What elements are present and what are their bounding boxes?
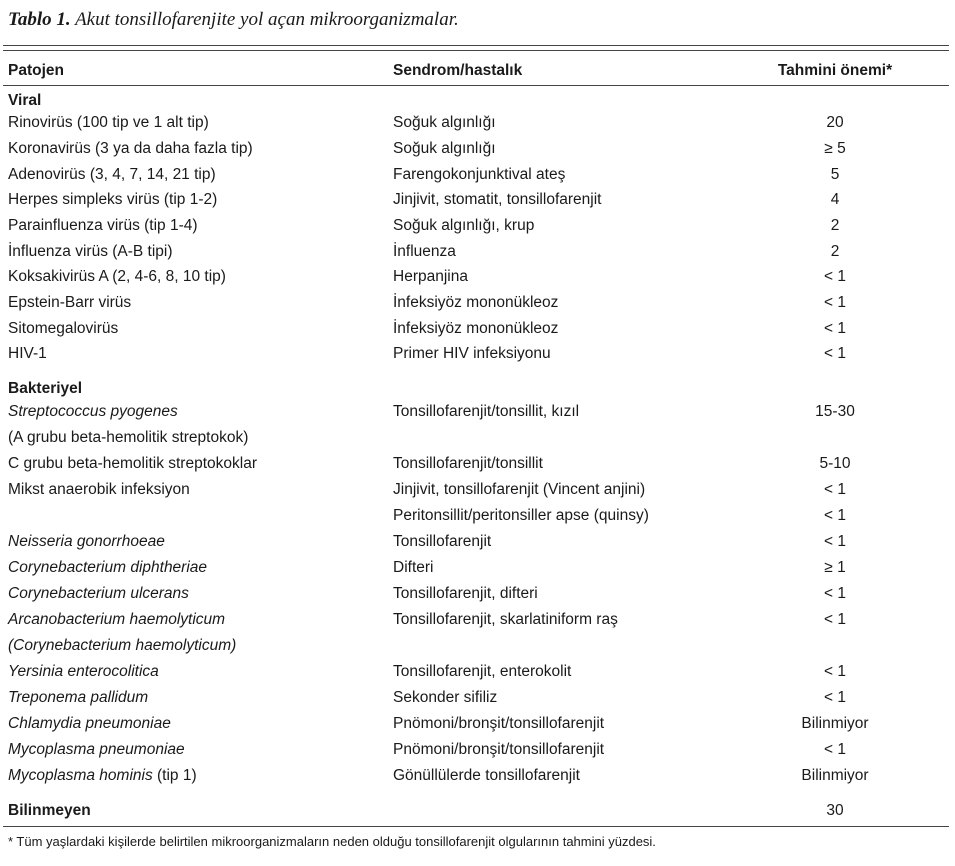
table-row — [0, 136, 955, 162]
table-row — [0, 503, 955, 529]
header-pathogen: Patojen — [8, 62, 64, 79]
header-syndrome: Sendrom/hastalık — [393, 62, 523, 79]
pathogen-cell: Koronavirüs (3 ya da daha fazla tip) — [8, 140, 253, 157]
importance-cell: Bilinmiyor — [801, 767, 869, 784]
header-rule — [3, 85, 949, 86]
importance-cell: 5 — [830, 166, 840, 183]
bottom-rule — [3, 826, 949, 827]
syndrome-cell: Soğuk algınlığı — [393, 140, 496, 157]
syndrome-cell: Difteri — [393, 559, 434, 576]
syndrome-cell: Soğuk algınlığı — [393, 114, 496, 131]
syndrome-cell: Tonsillofarenjit, skarlatiniform raş — [393, 611, 618, 628]
pathogen-cell: HIV-1 — [8, 345, 47, 362]
pathogen-cell: Mikst anaerobik infeksiyon — [8, 481, 190, 498]
syndrome-cell: Tonsillofarenjit/tonsillit — [393, 455, 543, 472]
importance-cell: < 1 — [824, 320, 846, 337]
importance-cell: < 1 — [824, 585, 846, 602]
table-row — [0, 264, 955, 290]
pathogen-cell: Corynebacterium ulcerans — [8, 585, 189, 602]
syndrome-cell: Gönüllülerde tonsillofarenjit — [393, 767, 580, 784]
table-header — [0, 58, 955, 84]
table-row — [0, 213, 955, 239]
pathogen-cell: (Corynebacterium haemolyticum) — [8, 637, 237, 654]
pathogen-cell: İnfluenza virüs (A-B tipi) — [8, 243, 173, 260]
syndrome-cell: Pnömoni/bronşit/tonsillofarenjit — [393, 741, 605, 758]
section-title: Bilinmeyen — [8, 802, 91, 819]
pathogen-cell: Mycoplasma pneumoniae — [8, 741, 185, 758]
table-row — [0, 316, 955, 342]
pathogen-cell: Yersinia enterocolitica — [8, 663, 159, 680]
footnote: * Tüm yaşlardaki kişilerde belirtilen mikroorganizmaların neden olduğu tonsillofarenjit olgularının tahmini yüzdesi. — [8, 834, 656, 849]
importance-cell: 30 — [826, 802, 844, 819]
table-row — [0, 477, 955, 503]
pathogen-cell: Streptococcus pyogenes — [8, 403, 178, 420]
syndrome-cell: Peritonsillit/peritonsiller apse (quinsy) — [393, 507, 649, 524]
importance-cell: < 1 — [824, 507, 846, 524]
top-rule — [3, 45, 949, 46]
caption-title: Akut tonsillofarenjite yol açan mikroorganizmalar. — [75, 9, 459, 30]
top-rule-second — [3, 50, 949, 51]
importance-cell: 2 — [830, 243, 840, 260]
syndrome-cell: Sekonder sifiliz — [393, 689, 498, 706]
pathogen-cell: Arcanobacterium haemolyticum — [8, 611, 226, 628]
importance-cell: 4 — [830, 191, 840, 208]
table-row — [0, 162, 955, 188]
importance-cell: < 1 — [824, 611, 846, 628]
pathogen-cell: C grubu beta-hemolitik streptokoklar — [8, 455, 257, 472]
syndrome-cell: Primer HIV infeksiyonu — [393, 345, 551, 362]
syndrome-cell: İnfluenza — [393, 243, 456, 260]
importance-cell: 2 — [830, 217, 840, 234]
table-row — [0, 711, 955, 737]
importance-cell: < 1 — [824, 268, 846, 285]
table-row — [0, 555, 955, 581]
pathogen-name: Mycoplasma hominis — [8, 767, 153, 784]
table-row — [0, 290, 955, 316]
importance-cell: < 1 — [824, 663, 846, 680]
pathogen-cell: (A grubu beta-hemolitik streptokok) — [8, 429, 249, 446]
table-row — [0, 451, 955, 477]
section-title: Bakteriyel — [8, 380, 83, 397]
importance-cell: < 1 — [824, 481, 846, 498]
pathogen-cell: Parainfluenza virüs (tip 1-4) — [8, 217, 198, 234]
syndrome-cell: Tonsillofarenjit, enterokolit — [393, 663, 572, 680]
table-row — [0, 685, 955, 711]
importance-cell: 15-30 — [815, 403, 855, 420]
importance-cell: < 1 — [824, 345, 846, 362]
syndrome-cell: Herpanjina — [393, 268, 468, 285]
importance-cell: 20 — [826, 114, 844, 131]
syndrome-cell: Jinjivit, stomatit, tonsillofarenjit — [393, 191, 602, 208]
pathogen-cell: Treponema pallidum — [8, 689, 149, 706]
pathogen-cell: Herpes simpleks virüs (tip 1-2) — [8, 191, 218, 208]
syndrome-cell: Pnömoni/bronşit/tonsillofarenjit — [393, 715, 605, 732]
table-row — [0, 659, 955, 685]
pathogen-cell: Chlamydia pneumoniae — [8, 715, 171, 732]
pathogen-cell: Sitomegalovirüs — [8, 320, 119, 337]
table-row — [0, 399, 955, 425]
header-importance: Tahmini önemi* — [777, 62, 893, 79]
pathogen-cell: Epstein-Barr virüs — [8, 294, 132, 311]
syndrome-cell: İnfeksiyöz mononükleoz — [393, 294, 559, 311]
syndrome-cell: Jinjivit, tonsillofarenjit (Vincent anjini) — [393, 481, 646, 498]
caption-label: Tablo 1. — [8, 9, 71, 30]
importance-cell: < 1 — [824, 533, 846, 550]
importance-cell: Bilinmiyor — [801, 715, 869, 732]
pathogen-cell: Rinovirüs (100 tip ve 1 alt tip) — [8, 114, 209, 131]
pathogen-cell — [8, 763, 197, 789]
table-row — [0, 581, 955, 607]
table-row — [0, 425, 955, 451]
pathogen-cell: Corynebacterium diphtheriae — [8, 559, 208, 576]
table-row — [0, 607, 955, 633]
section-title: Viral — [8, 92, 42, 109]
table-caption — [8, 8, 459, 32]
syndrome-cell: Tonsillofarenjit, difteri — [393, 585, 538, 602]
importance-cell: 5-10 — [819, 455, 851, 472]
table-row — [0, 737, 955, 763]
importance-cell: < 1 — [824, 294, 846, 311]
importance-cell: < 1 — [824, 741, 846, 758]
syndrome-cell: Farengokonjunktival ateş — [393, 166, 566, 183]
table-row — [0, 341, 955, 367]
table-row — [0, 187, 955, 213]
table-row — [0, 633, 955, 659]
importance-cell: ≥ 1 — [824, 559, 846, 576]
syndrome-cell: Tonsillofarenjit/tonsillit, kızıl — [393, 403, 580, 420]
table-row — [0, 110, 955, 136]
section-unknown — [0, 798, 955, 824]
pathogen-cell: Adenovirüs (3, 4, 7, 14, 21 tip) — [8, 166, 216, 183]
table-row — [0, 763, 955, 789]
syndrome-cell: İnfeksiyöz mononükleoz — [393, 320, 559, 337]
table-row — [0, 529, 955, 555]
syndrome-cell: Tonsillofarenjit — [393, 533, 492, 550]
syndrome-cell: Soğuk algınlığı, krup — [393, 217, 535, 234]
pathogen-cell: Koksakivirüs A (2, 4-6, 8, 10 tip) — [8, 268, 226, 285]
importance-cell: < 1 — [824, 689, 846, 706]
table-row — [0, 239, 955, 265]
pathogen-suffix: (tip 1) — [152, 767, 197, 784]
pathogen-cell: Neisseria gonorrhoeae — [8, 533, 165, 550]
importance-cell: ≥ 5 — [824, 140, 846, 157]
